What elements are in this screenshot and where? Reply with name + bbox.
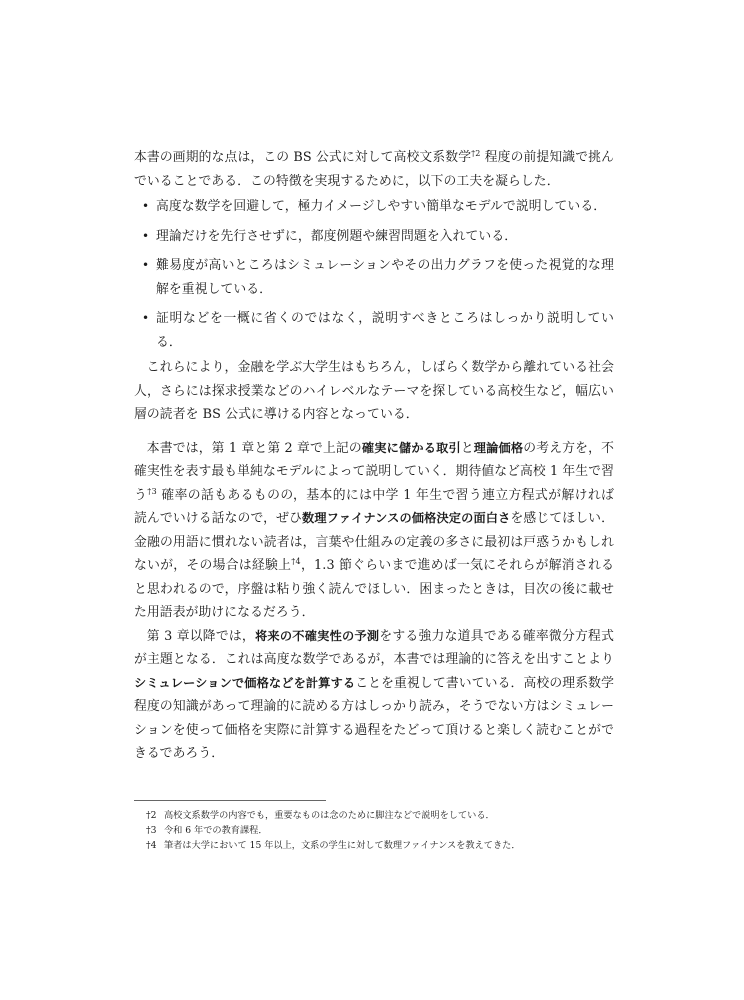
footnote-text: 高校文系数学の内容でも，重要なものは念のために脚注などで説明をしている． [164, 810, 495, 821]
text-run: と [460, 440, 474, 456]
feature-list [134, 195, 614, 354]
footnote-divider [134, 800, 326, 801]
text-run: ，1.3 節ぐらいまで進めば一気にそれらが解消されると思われるので，序盤は粘り強く読んでほしい．困まったときは，目次の後に載せた用語表が助けになるだろう． [134, 558, 614, 620]
text-run: 第 3 章以降では， [146, 628, 255, 644]
paragraph-chapters-1-2 [134, 437, 614, 625]
body-text [134, 146, 614, 766]
footnote-ref-2: †2 [471, 149, 481, 158]
feature-item: • 証明などを一概に省くのではなく，説明すべきところはしっかり説明している． [142, 307, 614, 354]
feature-item: • 高度な数学を回避して，極力イメージしやすい簡単なモデルで説明している． [142, 195, 614, 219]
paragraph-readers: これらにより，金融を学ぶ大学生はもちろん，しばらく数学から離れている社会人，さらには探求授業などのハイレベルなテーマを探している高校生など，幅広い層の読者を BS 公式に導ける内容となっている． [134, 360, 614, 422]
footnote-mark: †2 [146, 810, 157, 821]
footnote-mark: †3 [146, 825, 157, 836]
feature-item: • 難易度が高いところはシミュレーションやその出力グラフを使った視覚的な理解を重視している． [142, 254, 614, 301]
footnote-ref-3: †3 [147, 486, 157, 496]
footnote-3 [146, 823, 606, 838]
footnote-ref-4: †4 [291, 557, 301, 566]
text-run: をする強力な道具である確率微分方程式が主題となる．これは高度な数学であるが，本書では理論的に答えを出すことより [134, 628, 614, 667]
paragraph-intro-text: 本書の画期的な点は，この BS 公式に対して高校文系数学 [134, 150, 472, 165]
text-run: を感じてほしい．金融の用語に慣れない読者は，言葉や仕組みの定義の多さに最初は戸惑うかもしれないが，その場合は経験上 [134, 511, 614, 573]
text-run: の考え方を，不確実性を表す最も単純なモデルによって説明していく．期待値など高校 1 年生で習う [134, 440, 615, 503]
footnote-text: 令和 6 年での教育課程． [164, 825, 268, 836]
footnote-2 [146, 808, 606, 823]
footnote-4 [146, 838, 606, 853]
feature-item: • 理論だけを先行させずに，都度例題や練習問題を入れている． [142, 225, 614, 249]
bold-term: 数理ファイナンスの価格決定の面白さ [302, 511, 511, 525]
footnote-mark: †4 [146, 840, 157, 851]
paragraph-intro [134, 146, 614, 193]
text-run: 確率の話もあるものの，基本的には中学 1 年生で習う連立方程式が解ければ読んでいける話なので，ぜひ [134, 487, 614, 526]
footnote-text: 筆者は大学において 15 年以上，文系の学生に対して数理ファイナンスを教えてきた． [164, 840, 521, 851]
bold-term: 確実に儲かる取引 [361, 440, 461, 455]
text-run: ことを重視して書いている．高校の理系数学程度の知識があって理論的に読める方はしっかり読み，そうでない方はシミュレーションを使って価格を実際に計算する過程をたどって頂けると楽しく読むことができるであろう． [134, 675, 614, 761]
bold-term: シミュレーションで価格などを計算する [134, 675, 356, 690]
paragraph-chapter-3 [134, 625, 614, 766]
footnotes [146, 808, 606, 853]
bold-term: 将来の不確実性の予測 [254, 628, 380, 643]
text-run: 本書では，第 1 章と第 2 章で上記の [146, 440, 362, 456]
paragraph-intro-tail: 程度の前提知識で挑んでいることである．この特徴を実現するために，以下の工夫を凝らした． [134, 150, 614, 189]
bold-term: 理論価格 [473, 440, 524, 455]
